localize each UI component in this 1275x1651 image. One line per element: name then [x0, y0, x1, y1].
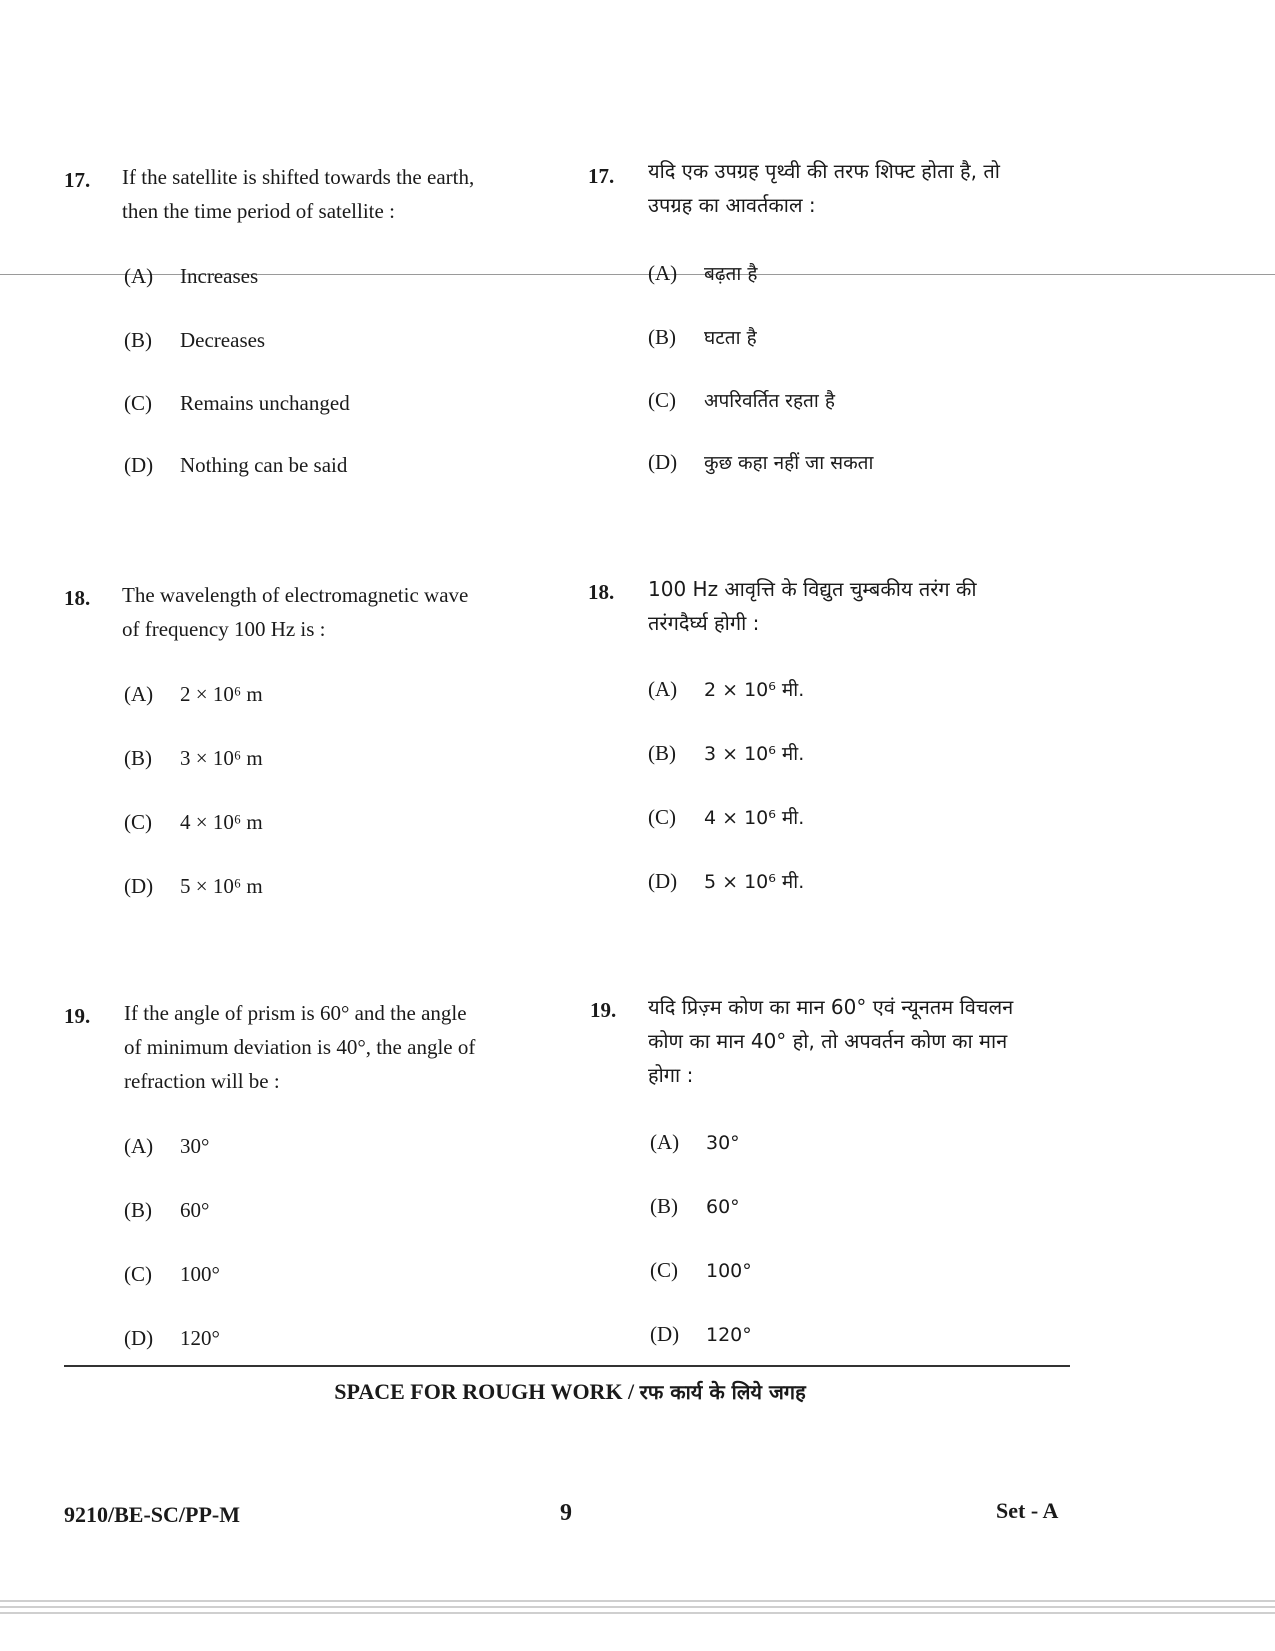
set-label: Set - A	[996, 1498, 1059, 1523]
question-stem-line: तरंगदैर्घ्य होगी :	[648, 611, 760, 635]
question-stem-line: होगा :	[648, 1063, 694, 1087]
option-b: (B) 3 × 10⁶ मी.	[648, 741, 805, 765]
option-a: (A) 30°	[124, 1134, 210, 1158]
option-d: (D) 120°	[650, 1322, 752, 1346]
option-d: (D) 120°	[124, 1326, 220, 1350]
option-c: (C) 4 × 10⁶ m	[124, 810, 263, 834]
option-d: (D) कुछ कहा नहीं जा सकता	[648, 450, 874, 474]
option-a: (A) 2 × 10⁶ मी.	[648, 677, 805, 701]
paper-code: 9210/BE-SC/PP-M	[64, 1502, 240, 1527]
question-stem-line: If the satellite is shifted towards the earth,	[122, 165, 475, 189]
option-d: (D) Nothing can be said	[124, 453, 348, 477]
option-d: (D) 5 × 10⁶ m	[124, 874, 263, 898]
rough-work-label: SPACE FOR ROUGH WORK / रफ कार्य के लिये जगह	[334, 1379, 806, 1404]
option-c: (C) Remains unchanged	[124, 391, 350, 415]
question-stem-line: उपग्रह का आवर्तकाल :	[648, 193, 816, 217]
question-number: 19.	[64, 1004, 91, 1028]
question-stem-line: If the angle of prism is 60° and the angle	[124, 1001, 467, 1025]
option-a: (A) 2 × 10⁶ m	[124, 682, 263, 706]
option-d: (D) 5 × 10⁶ मी.	[648, 869, 805, 893]
question-stem-line: यदि प्रिज़्म कोण का मान 60° एवं न्यूनतम विचलन	[648, 995, 1014, 1019]
question-number: 18.	[64, 586, 91, 610]
question-stem-line: of minimum deviation is 40°, the angle of	[124, 1035, 476, 1059]
option-c: (C) अपरिवर्तित रहता है	[648, 388, 835, 412]
option-a: (A) 30°	[650, 1130, 740, 1154]
option-c: (C) 4 × 10⁶ मी.	[648, 805, 805, 829]
question-number: 17.	[588, 164, 615, 188]
option-b: (B) 60°	[124, 1198, 210, 1222]
question-stem-line: then the time period of satellite :	[122, 199, 395, 223]
question-number: 18.	[588, 580, 615, 604]
option-a: (A) Increases	[124, 264, 259, 288]
page-number: 9	[560, 1500, 572, 1526]
question-stem-line: यदि एक उपग्रह पृथ्वी की तरफ शिफ्ट होता है, तो	[648, 159, 1000, 183]
question-stem-line: 100 Hz आवृत्ति के विद्युत चुम्बकीय तरंग की	[648, 577, 977, 601]
option-c: (C) 100°	[124, 1262, 220, 1286]
option-a: (A) बढ़ता है	[648, 261, 758, 285]
question-stem-line: of frequency 100 Hz is :	[122, 617, 326, 641]
option-c: (C) 100°	[650, 1258, 752, 1282]
question-stem-line: The wavelength of electromagnetic wave	[122, 583, 469, 607]
question-stem-line: refraction will be :	[124, 1069, 280, 1093]
option-b: (B) 60°	[650, 1194, 740, 1218]
option-b: (B) 3 × 10⁶ m	[124, 746, 263, 770]
question-stem-line: कोण का मान 40° हो, तो अपवर्तन कोण का मान	[648, 1029, 1008, 1053]
scan-artifact-lines	[0, 1600, 1275, 1630]
question-number: 17.	[64, 168, 91, 192]
question-number: 19.	[590, 998, 617, 1022]
rough-work-divider	[64, 1365, 1070, 1367]
option-b: (B) घटता है	[648, 325, 757, 349]
option-b: (B) Decreases	[124, 328, 266, 352]
